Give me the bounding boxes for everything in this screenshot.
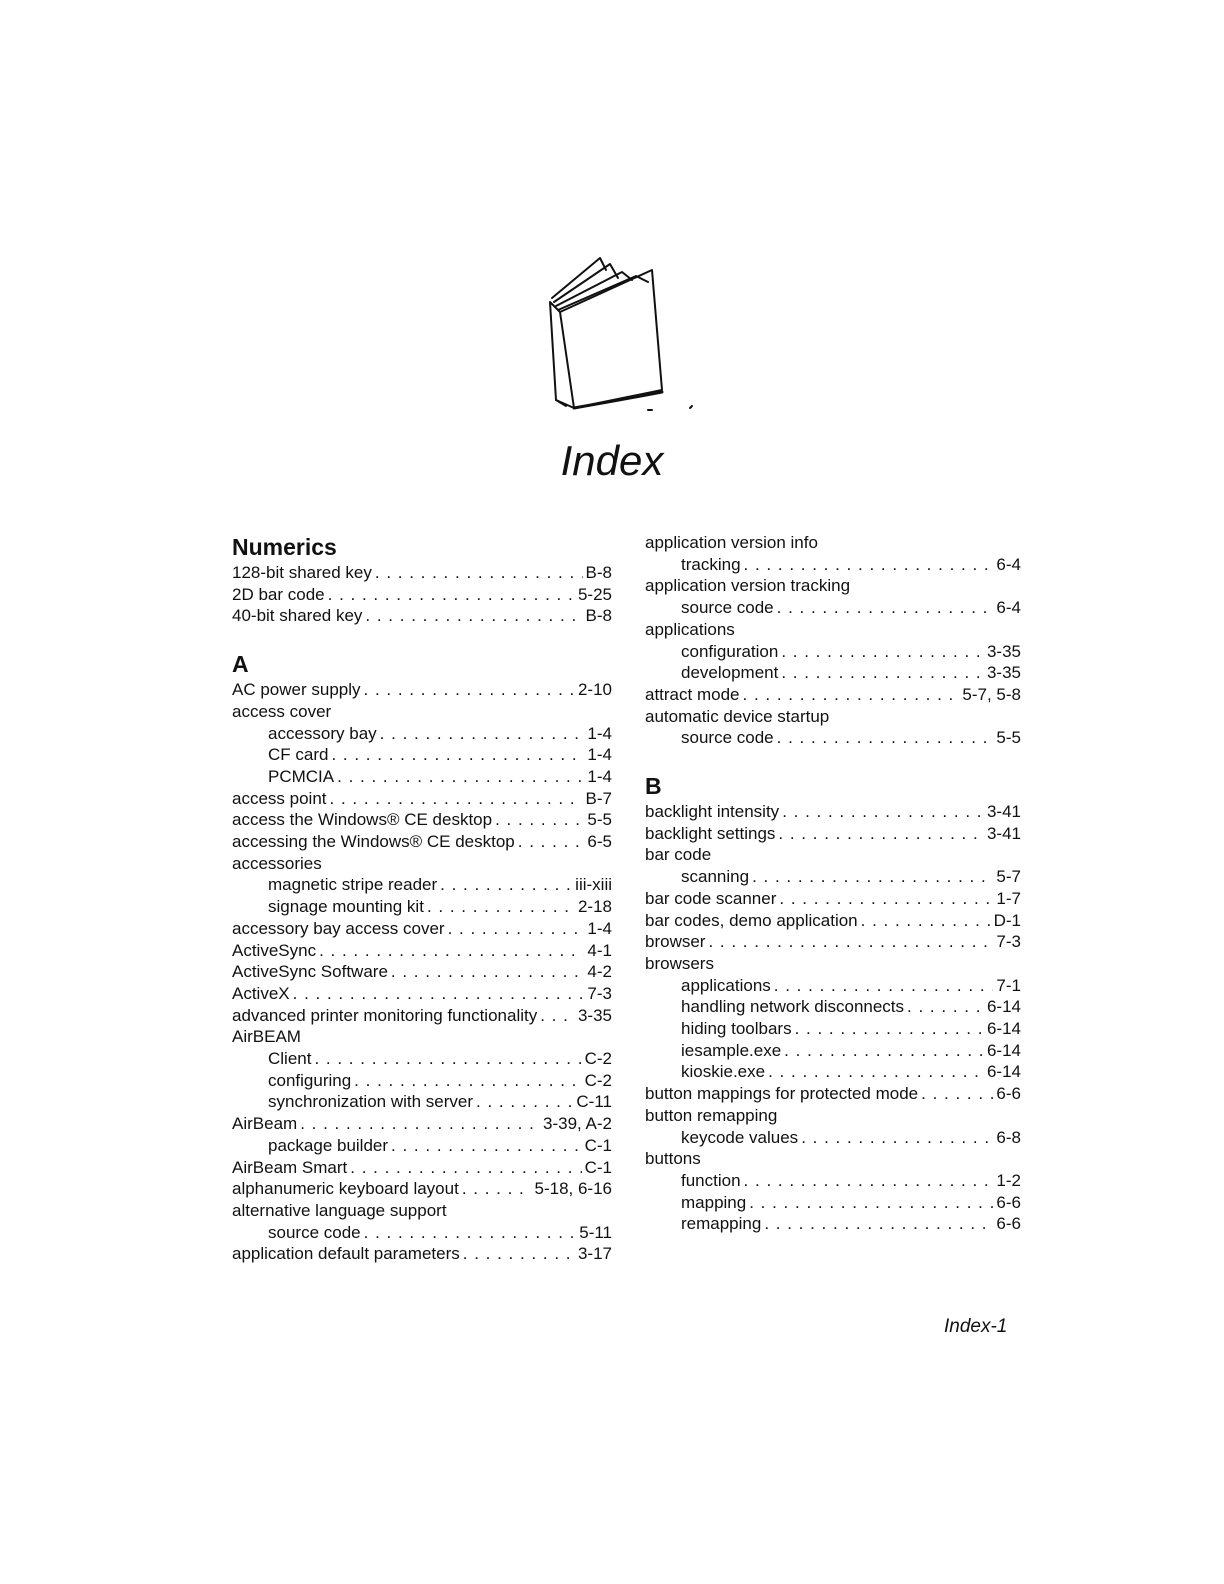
index-entry bbox=[232, 1135, 612, 1157]
index-entry bbox=[645, 1040, 1021, 1062]
entry-term: bar code scanner bbox=[645, 888, 777, 908]
entry-page-ref: 1-4 bbox=[587, 918, 612, 938]
right-column bbox=[645, 532, 1021, 1235]
index-entry bbox=[645, 662, 1021, 684]
index-entry bbox=[645, 641, 1021, 663]
dot-leader bbox=[476, 1091, 573, 1113]
dot-leader bbox=[921, 1083, 993, 1105]
entry-term: applications bbox=[645, 619, 735, 639]
index-entry bbox=[232, 679, 612, 701]
entry-term: 128-bit shared key bbox=[232, 563, 372, 582]
index-entry bbox=[232, 961, 612, 983]
dot-leader bbox=[861, 910, 991, 932]
entry-term: magnetic stripe reader bbox=[268, 875, 438, 895]
entry-page-ref: 3-35 bbox=[577, 1005, 612, 1025]
dot-leader bbox=[781, 662, 984, 684]
dot-leader bbox=[752, 866, 993, 888]
entry-term: package builder bbox=[268, 1135, 389, 1155]
index-entry bbox=[232, 1243, 612, 1265]
index-entry bbox=[232, 584, 612, 606]
dot-leader bbox=[801, 1127, 993, 1149]
index-entry bbox=[645, 1018, 1021, 1040]
index-entry bbox=[645, 1105, 1021, 1127]
index-entry bbox=[645, 975, 1021, 997]
dot-leader bbox=[319, 940, 584, 962]
dot-leader bbox=[463, 1243, 575, 1265]
dot-leader bbox=[427, 896, 575, 918]
entry-term: button remapping bbox=[645, 1105, 778, 1125]
entry-page-ref: 4-2 bbox=[587, 962, 612, 982]
entry-term: access point bbox=[232, 788, 327, 808]
dot-leader bbox=[391, 1135, 582, 1157]
index-entry bbox=[232, 1005, 612, 1027]
entry-term: ActiveX bbox=[232, 983, 290, 1003]
dot-leader bbox=[744, 554, 994, 576]
dot-leader bbox=[364, 679, 575, 701]
dot-leader bbox=[540, 1005, 575, 1027]
entry-page-ref: 5-11 bbox=[579, 1222, 612, 1242]
entry-term: bar codes, demo application bbox=[645, 910, 858, 930]
entry-term: remapping bbox=[681, 1214, 762, 1234]
dot-leader bbox=[462, 1178, 532, 1200]
entry-page-ref: 1-7 bbox=[996, 888, 1021, 908]
index-entry bbox=[645, 1148, 1021, 1170]
entry-page-ref: 6-4 bbox=[996, 554, 1021, 574]
entry-term: source code bbox=[681, 728, 774, 748]
entry-term: function bbox=[681, 1170, 741, 1190]
entry-page-ref: 1-4 bbox=[587, 723, 612, 743]
dot-leader bbox=[293, 983, 585, 1005]
entry-term: advanced printer monitoring functionality bbox=[232, 1005, 538, 1025]
dot-leader bbox=[337, 766, 584, 788]
entry-page-ref: C-1 bbox=[584, 1157, 612, 1177]
entry-term: access cover bbox=[232, 701, 332, 721]
dot-leader bbox=[749, 1192, 993, 1214]
index-section bbox=[232, 649, 612, 1265]
entry-term: AirBEAM bbox=[232, 1027, 301, 1047]
entry-page-ref: 6-5 bbox=[587, 832, 612, 852]
entry-term: access the Windows® CE desktop bbox=[232, 810, 493, 830]
entry-term: configuring bbox=[268, 1070, 352, 1090]
entry-page-ref: C-2 bbox=[584, 1049, 612, 1069]
index-entry bbox=[645, 801, 1021, 823]
entry-term: ActiveSync Software bbox=[232, 962, 388, 982]
entry-page-ref: 1-2 bbox=[996, 1170, 1021, 1190]
entry-page-ref: 3-35 bbox=[986, 663, 1021, 683]
index-entry bbox=[645, 727, 1021, 749]
left-column bbox=[232, 532, 612, 1265]
index-entry bbox=[645, 996, 1021, 1018]
index-entry bbox=[645, 953, 1021, 975]
section-heading: A bbox=[232, 651, 249, 678]
entry-page-ref: 5-5 bbox=[996, 728, 1021, 748]
entry-term: alternative language support bbox=[232, 1200, 447, 1220]
dot-leader bbox=[743, 684, 960, 706]
dot-leader bbox=[330, 788, 583, 810]
index-section bbox=[232, 532, 612, 627]
entry-term: Client bbox=[268, 1049, 312, 1069]
entry-page-ref: 5-18, 6-16 bbox=[534, 1179, 612, 1199]
entry-term: source code bbox=[681, 598, 774, 618]
entry-term: automatic device startup bbox=[645, 706, 830, 726]
entry-page-ref: C-2 bbox=[584, 1070, 612, 1090]
entry-page-ref: C-1 bbox=[584, 1135, 612, 1155]
index-entry bbox=[645, 1213, 1021, 1235]
entry-page-ref: 6-14 bbox=[986, 1040, 1021, 1060]
entry-page-ref: 6-8 bbox=[996, 1127, 1021, 1147]
entry-page-ref: D-1 bbox=[993, 910, 1021, 930]
dot-leader bbox=[777, 597, 994, 619]
entry-page-ref: C-11 bbox=[576, 1092, 612, 1112]
entry-page-ref: 7-1 bbox=[996, 975, 1021, 995]
index-section bbox=[645, 532, 1021, 749]
entry-term: kioskie.exe bbox=[681, 1062, 766, 1082]
entry-page-ref: 6-14 bbox=[986, 1019, 1021, 1039]
entry-term: accessories bbox=[232, 853, 322, 873]
dot-leader bbox=[784, 1040, 984, 1062]
entry-term: accessory bay bbox=[268, 723, 377, 743]
dot-leader bbox=[774, 975, 994, 997]
index-entry bbox=[645, 1061, 1021, 1083]
entry-page-ref: 6-6 bbox=[996, 1192, 1021, 1212]
index-entry bbox=[232, 788, 612, 810]
entry-term: scanning bbox=[681, 867, 750, 887]
entry-term: applications bbox=[681, 975, 771, 995]
index-entry bbox=[232, 983, 612, 1005]
index-entry bbox=[645, 910, 1021, 932]
index-entry bbox=[232, 562, 612, 584]
index-entry bbox=[645, 684, 1021, 706]
dot-leader bbox=[708, 931, 993, 953]
dot-leader bbox=[350, 1157, 581, 1179]
index-entry bbox=[232, 918, 612, 940]
entry-term: development bbox=[681, 663, 779, 683]
index-entry bbox=[645, 844, 1021, 866]
entry-term: mapping bbox=[681, 1192, 747, 1212]
index-entry bbox=[645, 888, 1021, 910]
entry-term: accessory bay access cover bbox=[232, 918, 445, 938]
entry-page-ref: 6-14 bbox=[986, 1062, 1021, 1082]
dot-leader bbox=[364, 1222, 577, 1244]
dot-leader bbox=[795, 1018, 984, 1040]
entry-term: accessing the Windows® CE desktop bbox=[232, 832, 515, 852]
entry-term: application version info bbox=[645, 533, 818, 552]
entry-page-ref: 6-6 bbox=[996, 1084, 1021, 1104]
entry-page-ref: 3-17 bbox=[577, 1244, 612, 1264]
entry-term: button mappings for protected mode bbox=[645, 1084, 919, 1104]
entry-term: AirBeam bbox=[232, 1114, 298, 1134]
index-entry bbox=[232, 1200, 612, 1222]
index-entry bbox=[232, 1026, 612, 1048]
index-entry bbox=[645, 532, 1021, 554]
entry-term: bar code bbox=[645, 845, 712, 865]
index-entry bbox=[232, 744, 612, 766]
index-entry bbox=[232, 723, 612, 745]
entry-term: attract mode bbox=[645, 684, 740, 704]
book-icon bbox=[540, 250, 710, 420]
entry-page-ref: B-8 bbox=[585, 563, 612, 582]
entry-term: application version tracking bbox=[645, 576, 851, 596]
entry-page-ref: 7-3 bbox=[996, 932, 1021, 952]
dot-leader bbox=[744, 1170, 994, 1192]
section-heading: Numerics bbox=[232, 534, 337, 560]
dot-leader bbox=[779, 888, 993, 910]
entry-term: browser bbox=[645, 932, 706, 952]
dot-leader bbox=[300, 1113, 540, 1135]
entry-term: synchronization with server bbox=[268, 1092, 474, 1112]
dot-leader bbox=[440, 874, 572, 896]
dot-leader bbox=[328, 584, 575, 606]
index-entry bbox=[645, 823, 1021, 845]
index-entry bbox=[645, 554, 1021, 576]
entry-term: 40-bit shared key bbox=[232, 606, 363, 626]
entry-page-ref: 5-7 bbox=[996, 867, 1021, 887]
index-entry bbox=[232, 1113, 612, 1135]
entry-term: backlight settings bbox=[645, 823, 776, 843]
entry-page-ref: 5-7, 5-8 bbox=[962, 684, 1021, 704]
index-entry bbox=[232, 940, 612, 962]
entry-page-ref: 4-1 bbox=[587, 940, 612, 960]
entry-term: alphanumeric keyboard layout bbox=[232, 1179, 459, 1199]
entry-term: buttons bbox=[645, 1149, 701, 1169]
entry-page-ref: 1-4 bbox=[587, 745, 612, 765]
index-entry bbox=[645, 866, 1021, 888]
entry-page-ref: 2-10 bbox=[577, 680, 612, 700]
entry-term: configuration bbox=[681, 641, 779, 661]
dot-leader bbox=[778, 823, 984, 845]
index-entry bbox=[645, 1170, 1021, 1192]
index-entry bbox=[645, 1127, 1021, 1149]
index-entry bbox=[645, 1083, 1021, 1105]
entry-page-ref: 6-4 bbox=[996, 598, 1021, 618]
entry-page-ref: 3-35 bbox=[986, 641, 1021, 661]
dot-leader bbox=[354, 1070, 581, 1092]
index-entry bbox=[232, 1157, 612, 1179]
index-entry bbox=[645, 1192, 1021, 1214]
index-entry bbox=[232, 874, 612, 896]
entry-page-ref: 1-4 bbox=[587, 766, 612, 786]
dot-leader bbox=[781, 641, 984, 663]
dot-leader bbox=[768, 1061, 984, 1083]
entry-page-ref: 6-14 bbox=[986, 997, 1021, 1017]
index-entry bbox=[232, 896, 612, 918]
entry-page-ref: B-7 bbox=[585, 788, 612, 808]
entry-term: keycode values bbox=[681, 1127, 799, 1147]
dot-leader bbox=[495, 809, 584, 831]
dot-leader bbox=[448, 918, 585, 940]
entry-page-ref: 2-18 bbox=[577, 897, 612, 917]
index-entry bbox=[232, 1178, 612, 1200]
dot-leader bbox=[782, 801, 984, 823]
entry-page-ref: 7-3 bbox=[587, 983, 612, 1003]
dot-leader bbox=[777, 727, 994, 749]
dot-leader bbox=[314, 1048, 581, 1070]
index-entry bbox=[645, 931, 1021, 953]
index-entry bbox=[232, 831, 612, 853]
dot-leader bbox=[764, 1213, 993, 1235]
entry-term: AirBeam Smart bbox=[232, 1157, 348, 1177]
index-entry bbox=[232, 809, 612, 831]
index-entry bbox=[232, 701, 612, 723]
entry-page-ref: 5-25 bbox=[577, 584, 612, 604]
entry-term: backlight intensity bbox=[645, 802, 780, 822]
dot-leader bbox=[907, 996, 984, 1018]
index-entry bbox=[232, 766, 612, 788]
index-entry bbox=[232, 1091, 612, 1113]
entry-term: PCMCIA bbox=[268, 766, 335, 786]
dot-leader bbox=[365, 605, 582, 627]
entry-term: handling network disconnects bbox=[681, 997, 905, 1017]
dot-leader bbox=[331, 744, 584, 766]
entry-term: 2D bar code bbox=[232, 584, 325, 604]
entry-term: AC power supply bbox=[232, 680, 361, 700]
index-entry bbox=[645, 706, 1021, 728]
section-heading: B bbox=[645, 773, 662, 800]
page-footer: Index-1 bbox=[944, 1316, 1008, 1337]
entry-page-ref: 3-39, A-2 bbox=[543, 1114, 612, 1134]
entry-term: CF card bbox=[268, 745, 329, 765]
dot-leader bbox=[375, 562, 583, 584]
index-entry bbox=[232, 853, 612, 875]
entry-term: hiding toolbars bbox=[681, 1019, 792, 1039]
entry-term: tracking bbox=[681, 554, 741, 574]
entry-page-ref: 3-41 bbox=[986, 823, 1021, 843]
index-entry bbox=[232, 1048, 612, 1070]
entry-page-ref: B-8 bbox=[585, 606, 612, 626]
entry-term: browsers bbox=[645, 953, 714, 973]
index-entry bbox=[645, 619, 1021, 641]
entry-term: ActiveSync bbox=[232, 940, 317, 960]
dot-leader bbox=[380, 723, 585, 745]
entry-term: iesample.exe bbox=[681, 1040, 782, 1060]
index-entry bbox=[232, 605, 612, 627]
entry-term: source code bbox=[268, 1222, 361, 1242]
entry-page-ref: 5-5 bbox=[587, 810, 612, 830]
entry-page-ref: iii-xiii bbox=[575, 875, 612, 895]
entry-term: application default parameters bbox=[232, 1244, 460, 1264]
index-entry bbox=[232, 1222, 612, 1244]
dot-leader bbox=[518, 831, 585, 853]
entry-term: signage mounting kit bbox=[268, 897, 424, 917]
index-entry bbox=[645, 575, 1021, 597]
dot-leader bbox=[391, 961, 585, 983]
index-section bbox=[645, 771, 1021, 1235]
entry-page-ref: 6-6 bbox=[996, 1214, 1021, 1234]
index-entry bbox=[232, 1070, 612, 1092]
entry-page-ref: 3-41 bbox=[986, 802, 1021, 822]
page-title: Index bbox=[560, 437, 664, 484]
index-entry bbox=[645, 597, 1021, 619]
